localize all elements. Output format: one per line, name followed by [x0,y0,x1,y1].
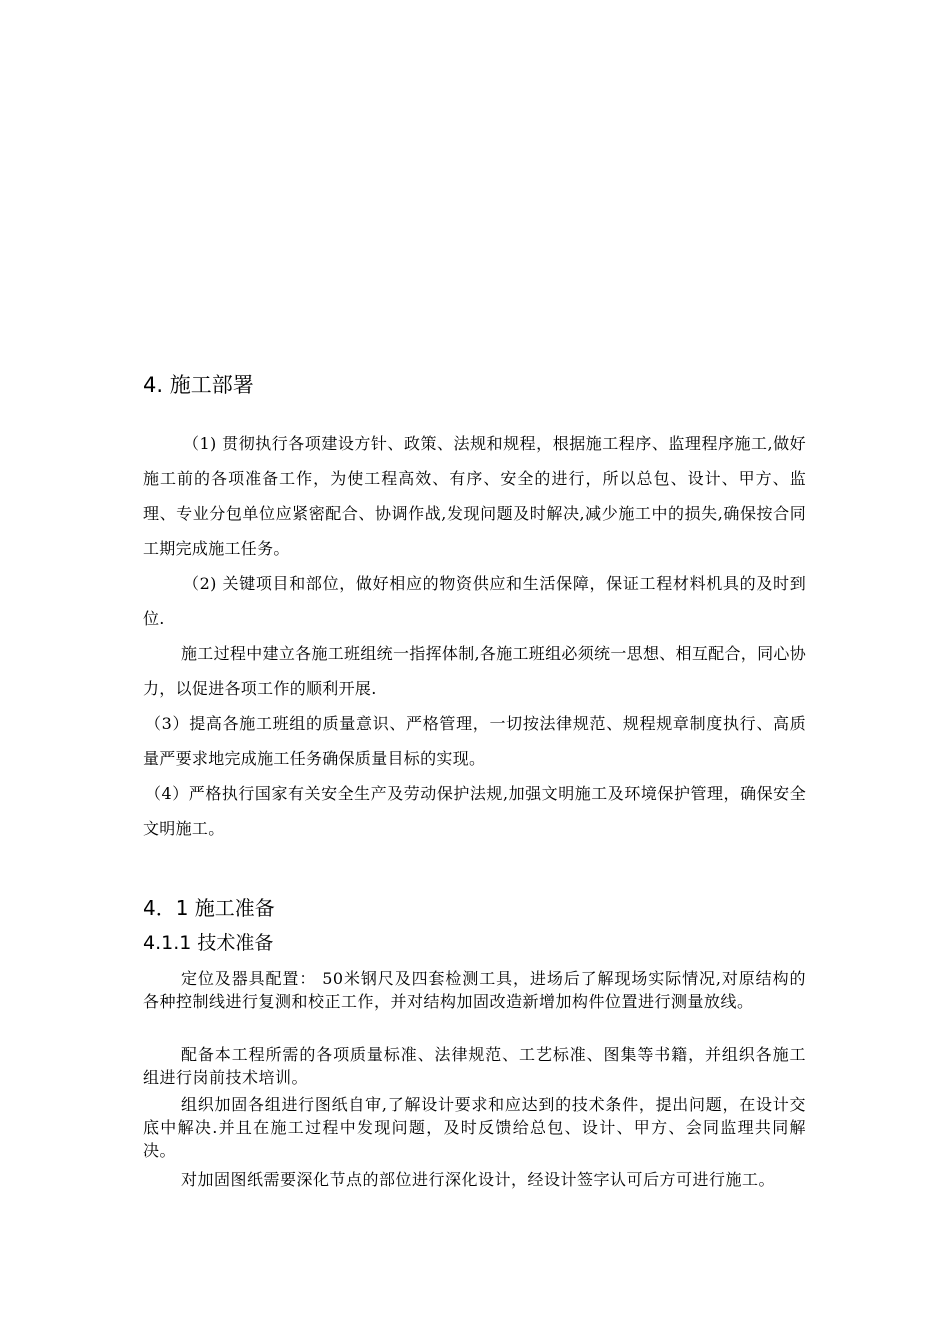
paragraph-tech-4: 对加固图纸需要深化节点的部位进行深化设计，经设计签字认可后方可进行施工。 [181,1170,776,1189]
paragraph-tech-3: 组织加固各组进行图纸自审,了解设计要求和应达到的技术条件，提出问题，在设计交底中解决.并且在施工过程中发现问题，及时反馈给总包、设计、甲方、会同监理共同解决。 [143,1095,806,1160]
section-heading-preparation: 4．1 施工准备 [143,896,275,920]
section-heading-deployment: 4. 施工部署 [143,373,254,397]
paragraph-tech-1: 定位及器具配置： 50米钢尺及四套检测工具，进场后了解现场实际情况,对原结构的各种控制线进行复测和校正工作，并对结构加固改造新增加构件位置进行测量放线。 [143,969,806,1011]
paragraph-tech-2: 配备本工程所需的各项质量标准、法律规范、工艺标准、图集等书籍，并组织各施工组进行岗前技术培训。 [143,1045,806,1087]
paragraph-deployment-1: （1) 贯彻执行各项建设方针、政策、法规和规程，根据施工程序、监理程序施工,做好施工前的各项准备工作，为使工程高效、有序、安全的进行，所以总包、设计、甲方、监理、专业分包单位应紧密配合、协调作战,发现问题及时解决,减少施工中的损失,确保按合同工期完成施工任务。 [143,434,806,558]
paragraph-deployment-3: 施工过程中建立各施工班组统一指挥体制,各施工班组必须统一思想、相互配合，同心协力，以促进各项工作的顺利开展. [143,644,806,698]
subsection-heading-technical: 4.1.1 技术准备 [143,932,274,954]
paragraph-deployment-4: （3）提高各施工班组的质量意识、严格管理，一切按法律规范、规程规章制度执行、高质量严要求地完成施工任务确保质量目标的实现。 [143,714,806,768]
paragraph-deployment-2: （2) 关键项目和部位，做好相应的物资供应和生活保障，保证工程材料机具的及时到位. [143,574,806,628]
paragraph-deployment-5: （4）严格执行国家有关安全生产及劳动保护法规,加强文明施工及环境保护管理，确保安全文明施工。 [143,784,806,838]
